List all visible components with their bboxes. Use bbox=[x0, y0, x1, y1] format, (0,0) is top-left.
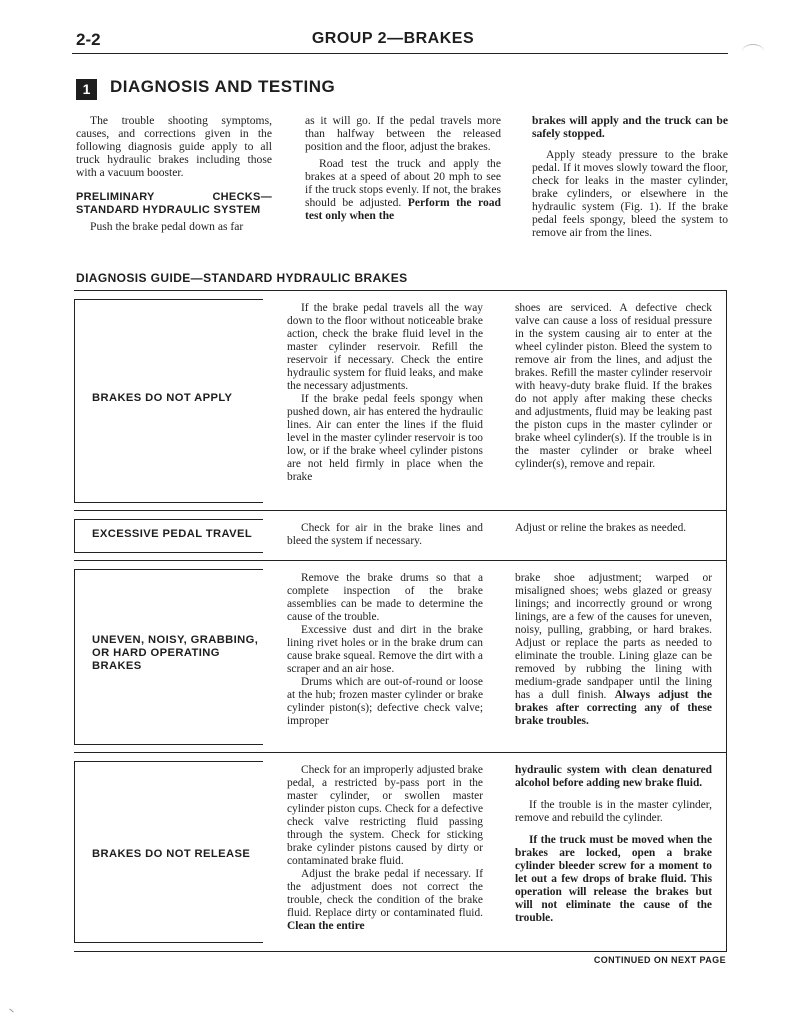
cause-text bbox=[287, 764, 483, 933]
symptom-label: BRAKES DO NOT APPLY bbox=[92, 392, 233, 404]
cause-paragraph: Check for an improperly adjusted brake pedal, a restricted by-pass port in the master cylinder, or swollen master cylinder piston cups. Check for a defective check valve restricting fluid passing through the system. Check for sticking brake cylinder pistons caused by dirty or contaminated brake fluid. bbox=[287, 764, 483, 867]
correction-text bbox=[515, 764, 712, 925]
correction-paragraph: shoes are serviced. A defective check valve can cause a loss of residual pressure in the system causing air to enter at the wheel cylinder piston. Bleed the system to remove air from the lines, and adjust the brakes. Refill the master cylinder reservoir with heavy-duty brake fluid. If the brakes do not apply after making these checks and adjustments, fluid may be leaking past the piston cups in the master cylinder or brake wheel cylinder(s). If the trouble is in the master cylinder or brake wheel cylinder(s), remove and repair. bbox=[515, 302, 712, 470]
intro-column-3 bbox=[532, 114, 728, 239]
intro-paragraph: brakes will apply and the truck can be safely stopped. bbox=[532, 114, 728, 140]
cause-paragraph: Check for air in the brake lines and bleed the system if necessary. bbox=[287, 522, 483, 547]
symptom-label: EXCESSIVE PEDAL TRAVEL bbox=[92, 528, 253, 540]
correction-text bbox=[515, 522, 712, 535]
section-number-box: 1 bbox=[76, 79, 97, 100]
section-title: DIAGNOSIS AND TESTING bbox=[110, 77, 336, 96]
cause-paragraph: Remove the brake drums so that a complete inspection of the brake assemblies can be made to determine the cause of the trouble. bbox=[287, 572, 483, 623]
cause-paragraph: Adjust the brake pedal if necessary. If the adjustment does not correct the trouble, check the condition of the brake fluid. Replace dirty or contaminated fluid. Clean the entire bbox=[287, 868, 483, 932]
symptom-label: BRAKES DO NOT RELEASE bbox=[92, 848, 251, 860]
intro-paragraph: Apply steady pressure to the brake pedal. If it moves slowly toward the floor, check for leaks in the master cylinder, brake cylinders, or elsewhere in the hydraulic system (Fig. 1). If the brake pedal feels spongy, bleed the system to remove air from the lines. bbox=[532, 148, 728, 239]
scan-speck bbox=[9, 1009, 13, 1013]
cause-paragraph: If the brake pedal feels spongy when pushed down, air has entered the hydraulic lines. Air can enter the lines if the fluid level in the master cylinder reservoir is too low, or if the brake wheel cylinder pistons are not held firmly in place when the brake bbox=[287, 393, 483, 483]
page-number: 2-2 bbox=[76, 30, 101, 49]
correction-paragraph: Adjust or reline the brakes as needed. bbox=[515, 522, 687, 534]
guide-row-divider bbox=[74, 560, 726, 561]
cause-text bbox=[287, 302, 483, 484]
correction-paragraph: If the trouble is in the master cylinder, remove and rebuild the cylinder. bbox=[515, 799, 712, 824]
correction-paragraph: If the truck must be moved when the brakes are locked, open a brake cylinder bleeder screw for a moment to let out a few drops of brake fluid. This operation will release the brakes but will not eliminate the cause of the trouble. bbox=[515, 834, 712, 924]
cause-text bbox=[287, 572, 483, 728]
intro-paragraph: Road test the truck and apply the brakes at a speed of about 20 mph to see if the truck stops evenly. If not, the brakes should be adjusted. Perform the road test only when the bbox=[305, 157, 501, 222]
intro-paragraph: The trouble shooting symptoms, causes, and corrections given in the following diagnosis guide apply to all truck hydraulic brakes including those with a vacuum booster. bbox=[76, 114, 272, 179]
symptom-label: UNEVEN, NOISY, GRABBING, OR HARD OPERATING BRAKES bbox=[92, 634, 259, 672]
guide-title: DIAGNOSIS GUIDE—STANDARD HYDRAULIC BRAKES bbox=[76, 271, 408, 285]
group-title: GROUP 2—BRAKES bbox=[311, 30, 475, 47]
header-rule bbox=[72, 53, 728, 54]
continued-note: CONTINUED ON NEXT PAGE bbox=[593, 955, 726, 965]
guide-row-divider bbox=[74, 752, 726, 753]
cause-paragraph: Excessive dust and dirt in the brake lining rivet holes or in the brake drum can cause brake squeal. Remove the dirt with a scraper and an air hose. bbox=[287, 624, 483, 675]
intro-paragraph: Push the brake pedal down as far bbox=[90, 220, 244, 233]
page-corner-mark bbox=[742, 44, 764, 59]
correction-paragraph: brake shoe adjustment; warped or misaligned shoes; webs glazed or greasy linings; and incorrectly ground or wrong linings, are a few of the causes for uneven, noisy, pulling, grabbing, or hard brakes. Adjust or replace the parts as needed to eliminate the trouble. Lining glaze can be removed by rubbing the lining with medium-grade sandpaper until the lining has a dull finish. Always adjust the brakes after correcting any of these brake troubles. bbox=[515, 572, 712, 727]
correction-paragraph: hydraulic system with clean denatured alcohol before adding new brake fluid. bbox=[515, 764, 712, 789]
intro-column-2 bbox=[305, 114, 501, 222]
correction-text bbox=[515, 572, 712, 728]
cause-text bbox=[287, 522, 483, 548]
cause-paragraph: Drums which are out-of-round or loose at the hub; frozen master cylinder or brake cylinder piston(s); defective check valve; improper bbox=[287, 676, 483, 727]
preliminary-checks-heading: PRELIMINARY CHECKS—STANDARD HYDRAULIC SYSTEM bbox=[76, 191, 272, 216]
cause-paragraph: If the brake pedal travels all the way down to the floor without noticeable brake action, check the brake fluid level in the master cylinder reservoir. Refill the reservoir if necessary. Check the entire hydraulic system for fluid leaks, and make the necessary adjustments. bbox=[287, 302, 483, 392]
intro-paragraph: as it will go. If the pedal travels more than halfway between the released position and the floor, adjust the brakes. bbox=[305, 114, 501, 153]
intro-column-1 bbox=[76, 114, 272, 233]
guide-row-divider bbox=[74, 510, 726, 511]
correction-text bbox=[515, 302, 712, 471]
